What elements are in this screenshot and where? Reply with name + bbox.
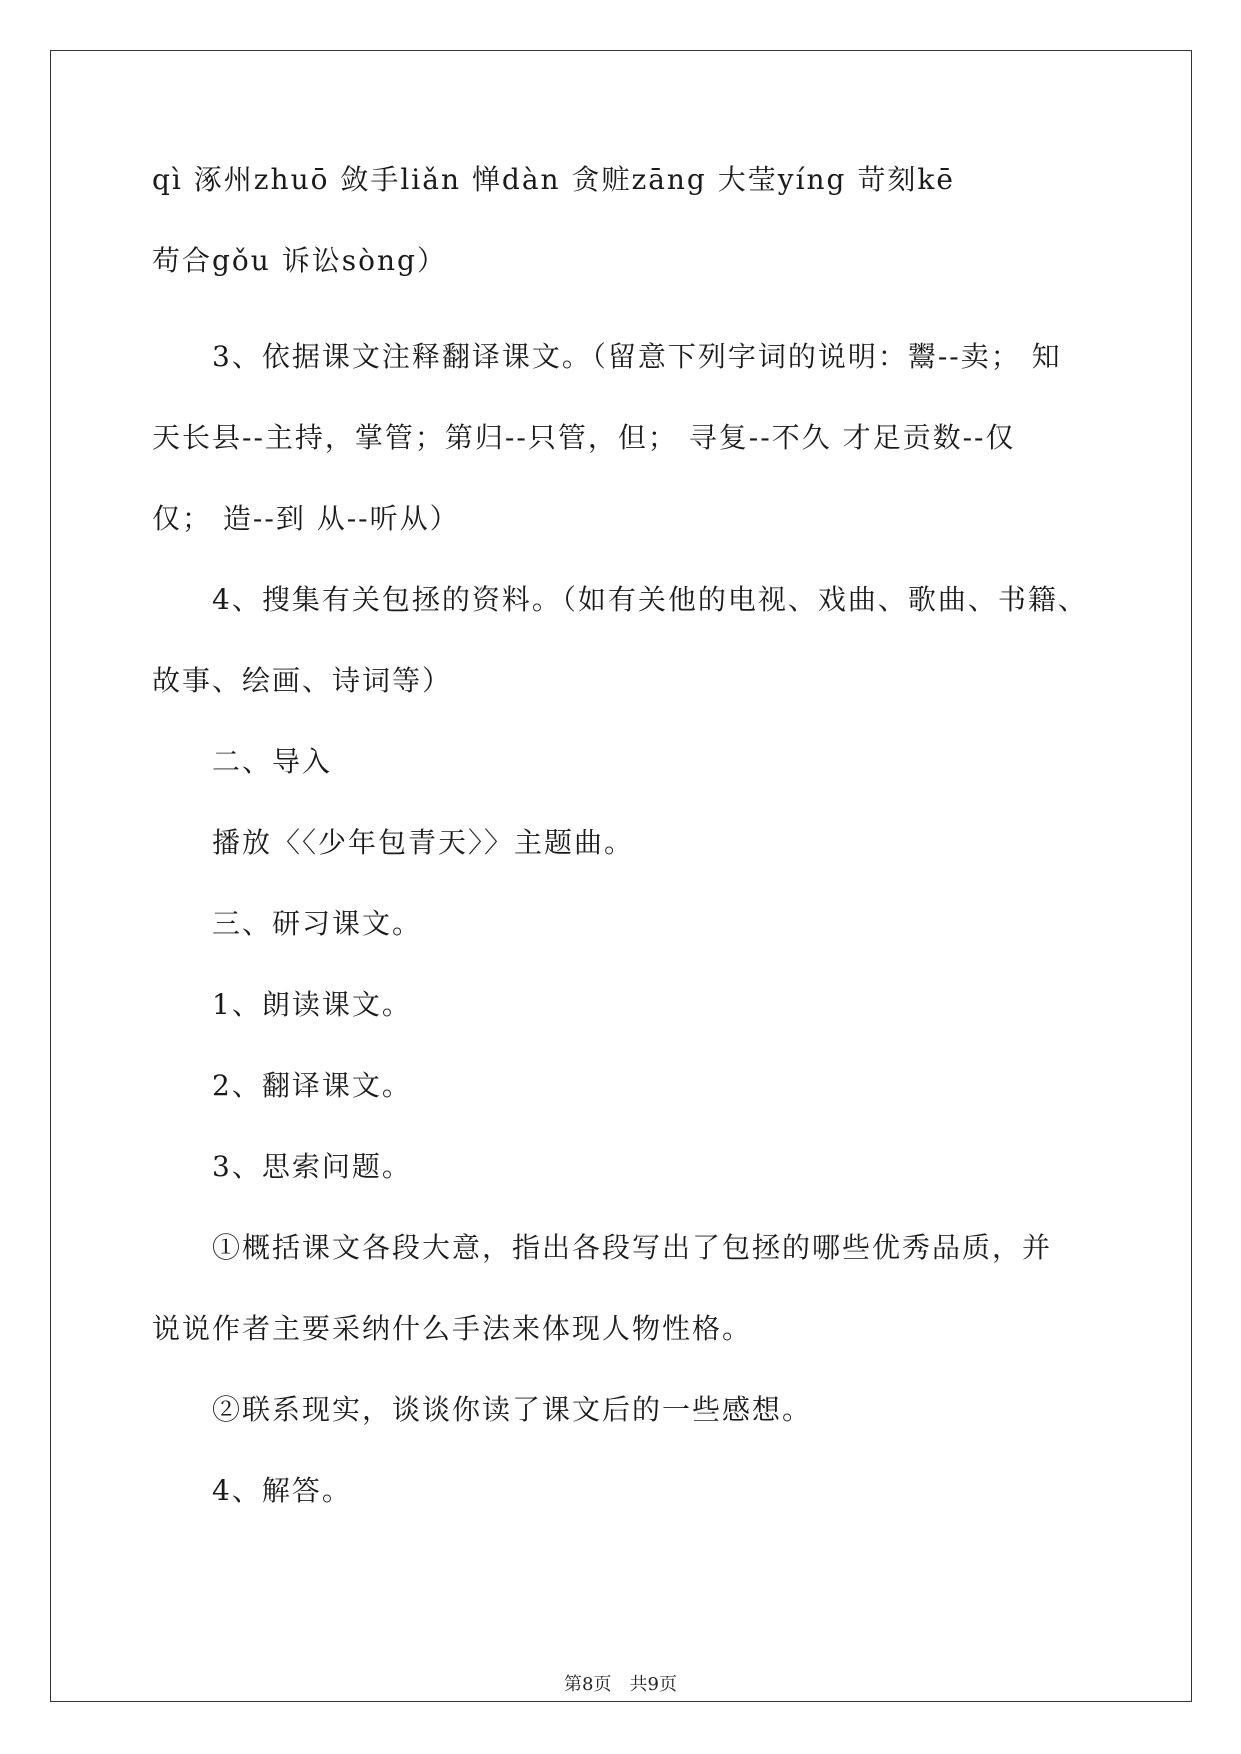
section-heading: 二、导入	[212, 745, 333, 778]
paragraph-line: 2、翻译课文。	[212, 1069, 412, 1102]
paragraph-line: 3、依据课文注释翻译课文。（留意下列字词的说明：鬻--卖； 知	[212, 340, 1062, 373]
paragraph-line: 4、搜集有关包拯的资料。（如有关他的电视、戏曲、歌曲、书籍、	[212, 583, 1088, 616]
page-footer	[0, 1670, 1241, 1696]
page-border	[50, 50, 1192, 1702]
paragraph-line: 1、朗读课文。	[212, 988, 412, 1021]
text-line: qì 涿州zhuō 敛手liǎn 惮dàn 贪赃zāng 大莹yíng 苛刻kē	[152, 163, 955, 196]
paragraph-line: ①概括课文各段大意，指出各段写出了包拯的哪些优秀品质，并	[212, 1231, 1053, 1264]
text-line: 天长县--主持，掌管；第归--只管，但； 寻复--不久 才足贡数--仅	[152, 421, 1016, 454]
text-line: 故事、绘画、诗词等）	[152, 664, 453, 697]
paragraph-line: 播放〈〈少年包青天〉〉主题曲。	[212, 826, 635, 859]
section-heading: 三、研习课文。	[212, 907, 423, 940]
paragraph-line: 3、思索问题。	[212, 1150, 412, 1183]
paragraph-line: 4、解答。	[212, 1474, 352, 1507]
text-line: 说说作者主要采纳什么手法来体现人物性格。	[152, 1312, 753, 1345]
text-line: 仅； 造--到 从--听从）	[152, 502, 460, 535]
paragraph-line: ②联系现实，谈谈你读了课文后的一些感想。	[212, 1393, 813, 1426]
page-total: 共9页	[629, 1674, 677, 1695]
text-line: 苟合gǒu 诉讼sòng）	[152, 244, 447, 277]
page-number: 第8页	[564, 1674, 612, 1695]
